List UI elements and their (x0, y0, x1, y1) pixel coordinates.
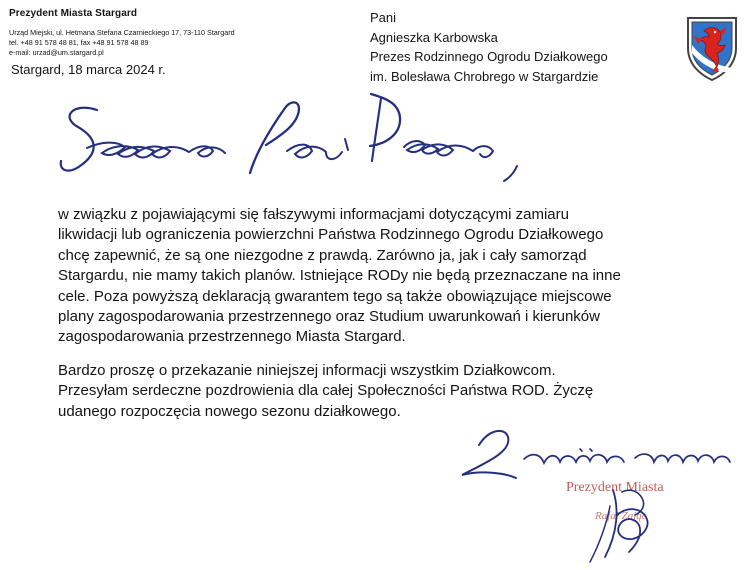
sender-email: e-mail: urzad@um.stargard.pl (9, 48, 104, 57)
body-line: udanego rozpoczęcia nowego sezonu działkowego. (58, 402, 401, 420)
body-line: Stargardu, nie mamy takich planów. Istniejące RODy nie będą przeznaczane na inne (58, 267, 621, 285)
body-line: Przesyłam serdeczne pozdrowienia dla całej Społeczności Państwa ROD. Życzę (58, 382, 594, 400)
official-title-stamp: Prezydent Miasta (566, 480, 664, 495)
sender-phone: tel. +48 91 578 48 81, fax +48 91 578 48 89 (9, 38, 149, 47)
recipient-organization: im. Bolesława Chrobrego w Stargardzie (370, 68, 599, 84)
recipient-role: Prezes Rodzinnego Ogrodu Działkowego (370, 49, 608, 64)
letter-body (58, 205, 708, 422)
body-line: likwidacji lub ograniczenia powierzchni Państwa Rodzinnego Ogrodu Działkowego (58, 226, 604, 244)
official-name-stamp: Rafał Zając (595, 510, 647, 522)
coat-of-arms-icon (684, 14, 740, 82)
signature-icon (560, 470, 680, 565)
body-line: zagospodarowania przestrzennego Miasta Stargard. (58, 328, 406, 346)
closing-text (525, 446, 535, 447)
body-line: Bardzo proszę o przekazanie niniejszej informacji wszystkim Działkowcom. (58, 361, 556, 379)
letterhead (9, 8, 339, 58)
body-paragraph-1 (58, 205, 708, 348)
sender-address: Urząd Miejski, ul. Hetmana Stefana Czarnieckiego 17, 73-110 Stargard (9, 28, 235, 37)
handwritten-salutation (55, 75, 525, 205)
letter-date: Stargard, 18 marca 2024 r. (11, 62, 166, 77)
body-line: plany zagospodarowania przestrzennego oraz Studium uwarunkowań i kierunków (58, 308, 600, 326)
recipient-name: Agnieszka Karbowska (370, 29, 498, 45)
recipient-line-1: Pani (370, 10, 397, 25)
body-line: w związku z pojawiającymi się fałszywymi informacjami dotyczącymi zamiaru (58, 206, 569, 223)
sender-title: Prezydent Miasta Stargard (9, 8, 138, 19)
body-paragraph-2 (58, 361, 708, 422)
body-line: chcę zapewnić, że są one niezgodne z prawdą. Zarówno ja, jak i cały samorząd (58, 246, 587, 264)
body-line: cele. Poza powyższą deklaracją gwarantem tego są także obowiązujące miejscowe (58, 287, 612, 305)
